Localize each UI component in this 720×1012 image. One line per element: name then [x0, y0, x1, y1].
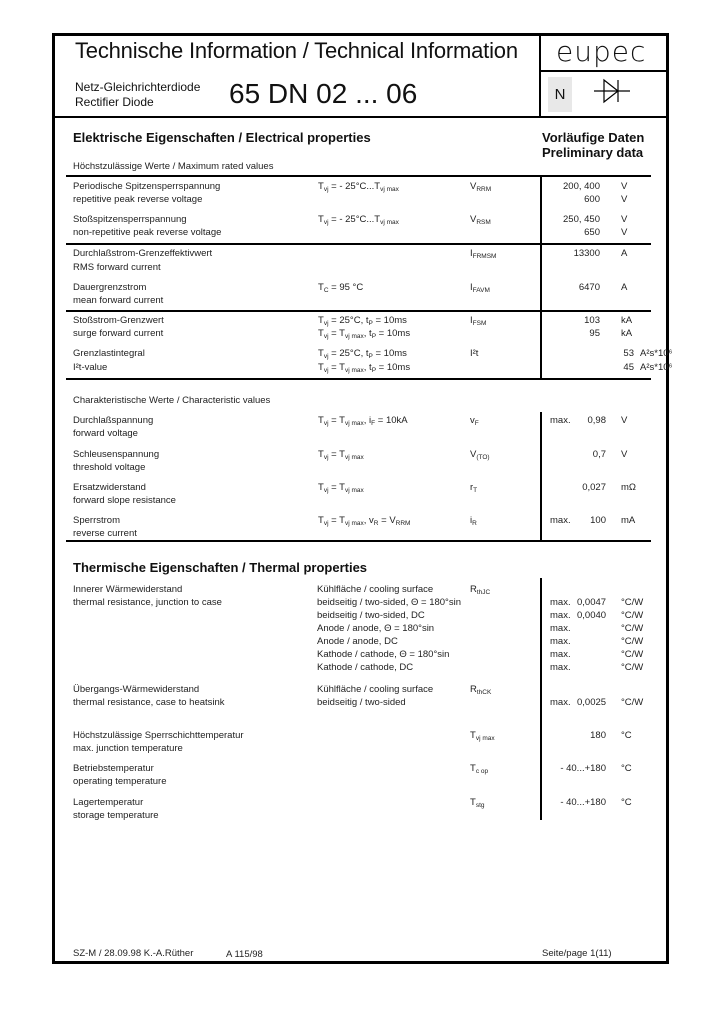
param-prefix: max. — [550, 636, 571, 647]
param-unit: V — [621, 181, 628, 192]
table-rule — [66, 243, 651, 245]
param-unit: °C/W — [621, 597, 644, 608]
param-condition: $T_{vj}$ = - $25^\circ C...T_{vj max}$ — [318, 214, 399, 226]
param-unit: °C/W — [621, 662, 644, 673]
param-prefix: max. — [550, 662, 571, 673]
param-unit: V — [621, 415, 628, 426]
param-symbol: I²t — [470, 348, 479, 359]
param-unit: kA — [621, 328, 633, 339]
param-value: - 40...+180 — [560, 763, 606, 774]
param-name-en: thermal resistance, case to heatsink — [73, 697, 225, 708]
param-name-en: threshold voltage — [73, 462, 146, 473]
param-symbol: $I_{FSM}$ — [470, 315, 487, 327]
param-symbol: $v_F$ — [470, 415, 479, 427]
param-value: 180 — [590, 730, 606, 741]
param-symbol: $i_R$ — [470, 515, 477, 527]
param-condition: beidseitig / two-sided — [317, 697, 406, 708]
param-unit: kA — [621, 315, 633, 326]
param-value: 103 — [584, 315, 600, 326]
param-value: 0,0047 — [577, 597, 607, 608]
param-symbol: $T_{stg}$ — [470, 797, 485, 809]
table-rule — [66, 310, 651, 312]
table-column-divider — [540, 175, 542, 380]
param-symbol: $I_{FAVM}$ — [470, 282, 490, 294]
param-name-en: thermal resistance, junction to case — [73, 597, 222, 608]
param-name-en: forward voltage — [73, 428, 138, 439]
param-value: 0,0025 — [577, 697, 607, 708]
param-unit: °C — [621, 730, 632, 741]
param-symbol: $T_{c op}$ — [470, 763, 489, 775]
header-divider — [539, 70, 666, 72]
param-value: 200, 400 — [563, 181, 600, 192]
param-symbol: $V_{RRM}$ — [470, 181, 492, 193]
param-condition: Anode / anode, Θ = 180°sin — [317, 623, 435, 634]
param-symbol: $r_T$ — [470, 482, 478, 494]
param-symbol: $I_{FRMSM}$ — [470, 248, 497, 260]
param-condition: $T_C = 95$ °C — [318, 282, 364, 294]
preliminary-en: Preliminary data — [542, 145, 644, 160]
param-name-de: Betriebstemperatur — [73, 763, 154, 774]
param-name-en: max. junction temperature — [73, 743, 183, 754]
param-unit: A — [621, 248, 628, 259]
param-prefix: max. — [550, 515, 571, 526]
param-prefix: max. — [550, 415, 571, 426]
param-unit: V — [621, 194, 628, 205]
param-prefix: max. — [550, 697, 571, 708]
table-rule — [66, 378, 651, 380]
param-value: - 40...+180 — [560, 797, 606, 808]
subheading-max-rated: Höchstzulässige Werte / Maximum rated values — [73, 161, 274, 172]
param-value: 250, 450 — [563, 214, 600, 225]
param-name-en: surge forward current — [73, 328, 164, 339]
param-value: 45 — [623, 362, 634, 373]
param-name-de: Stoßstrom-Grenzwert — [73, 315, 164, 326]
param-name-de: Dauergrenzstrom — [73, 282, 147, 293]
subheading-characteristic: Charakteristische Werte / Characteristic values — [73, 395, 271, 406]
param-name-de: Schleusenspannung — [73, 449, 160, 460]
param-prefix: max. — [550, 610, 571, 621]
param-name-de: Grenzlastintegral — [73, 348, 145, 359]
param-unit: °C — [621, 763, 632, 774]
param-unit: V — [621, 449, 628, 460]
param-symbol: $V_{RSM}$ — [470, 214, 491, 226]
param-unit: A²s*10⁶ — [640, 348, 673, 359]
param-name-en: storage temperature — [73, 810, 159, 821]
section-title-electrical: Elektrische Eigenschaften / Electrical properties — [73, 130, 371, 145]
param-name-en: RMS forward current — [73, 262, 161, 273]
device-type-en: Rectifier Diode — [75, 95, 154, 109]
param-prefix: max. — [550, 597, 571, 608]
param-value: 13300 — [573, 248, 600, 259]
param-value: 53 — [623, 348, 634, 359]
param-value: 650 — [584, 227, 600, 238]
param-value: 0,7 — [592, 449, 606, 460]
param-name-de: Stoßspitzensperrspannung — [73, 214, 187, 225]
page-title: Technische Information / Technical Information — [75, 38, 518, 63]
param-name-en: mean forward current — [73, 295, 164, 306]
param-unit: mΩ — [621, 482, 637, 493]
param-prefix: max. — [550, 623, 571, 634]
param-unit: °C/W — [621, 623, 644, 634]
param-name-de: Sperrstrom — [73, 515, 120, 526]
param-name-en: repetitive peak reverse voltage — [73, 194, 203, 205]
param-unit: A²s*10⁶ — [640, 362, 673, 373]
param-condition: $T_{vj} = T_{vj max}$, $t_P = 10ms$ — [318, 362, 411, 374]
variant-letter: N — [548, 77, 572, 112]
param-value: 100 — [590, 515, 606, 526]
param-condition: Kathode / cathode, Θ = 180°sin — [317, 649, 450, 660]
param-name-de: Durchlaßstrom-Grenzeffektivwert — [73, 248, 213, 259]
param-name-de: Höchstzulässige Sperrschichttemperatur — [73, 730, 244, 741]
table-column-divider — [540, 412, 542, 540]
param-name-de: Lagertemperatur — [73, 797, 144, 808]
param-name-en: reverse current — [73, 528, 137, 539]
diode-symbol-icon — [592, 77, 632, 105]
param-value: 0,98 — [587, 415, 606, 426]
param-unit: mA — [621, 515, 636, 526]
param-unit: V — [621, 227, 628, 238]
header-divider — [539, 33, 541, 118]
param-condition: $T_{vj} = T_{vj max}$ — [318, 482, 364, 494]
eupec-logo: eupec — [556, 35, 647, 68]
header-divider — [52, 116, 666, 118]
param-condition: $T_{vj} = 25^\circ C$, $t_P = 10ms$ — [318, 315, 407, 327]
param-symbol: $T_{vj max}$ — [470, 730, 495, 742]
device-type-de: Netz-Gleichrichterdiode — [75, 80, 201, 94]
param-symbol: $V_{(TO)}$ — [470, 449, 490, 461]
param-condition: $T_{vj} = T_{vj max}$ — [318, 449, 364, 461]
footer-page-number: Seite/page 1(11) — [542, 948, 612, 959]
table-rule — [66, 175, 651, 177]
param-condition: beidseitig / two-sided, DC — [317, 610, 425, 621]
param-value: 600 — [584, 194, 600, 205]
param-unit: °C/W — [621, 649, 644, 660]
preliminary-de: Vorläufige Daten — [542, 130, 645, 145]
param-condition: Kühlfläche / cooling surface — [317, 584, 434, 595]
param-symbol: $R_{thCK}$ — [470, 684, 492, 696]
param-unit: A — [621, 282, 628, 293]
param-name-de: Übergangs-Wärmewiderstand — [73, 684, 200, 695]
param-unit: °C/W — [621, 636, 644, 647]
param-name-en: non-repetitive peak reverse voltage — [73, 227, 222, 238]
param-unit: V — [621, 214, 628, 225]
part-number: 65 DN 02 ... 06 — [229, 78, 418, 109]
param-condition: $T_{vj} = T_{vj max}$, $t_P = 10ms$ — [318, 328, 411, 340]
param-unit: °C — [621, 797, 632, 808]
param-condition: Anode / anode, DC — [317, 636, 398, 647]
footer-doc-ref: A 115/98 — [226, 949, 263, 960]
param-unit: °C/W — [621, 610, 644, 621]
param-name-en: forward slope resistance — [73, 495, 176, 506]
footer-author: SZ-M / 28.09.98 K.-A.Rüther — [73, 948, 194, 959]
param-value: 0,0040 — [577, 610, 607, 621]
param-condition: $T_{vj} = T_{vj max}$, $i_F = 10kA$ — [318, 415, 408, 427]
param-name-en: operating temperature — [73, 776, 167, 787]
preliminary-badge — [542, 130, 644, 160]
param-value: 0,027 — [582, 482, 606, 493]
param-prefix: max. — [550, 649, 571, 660]
param-value: 6470 — [578, 282, 600, 293]
table-rule — [66, 540, 651, 542]
param-condition: beidseitig / two-sided, Θ = 180°sin — [317, 597, 462, 608]
param-condition: Kühlfläche / cooling surface — [317, 684, 434, 695]
param-condition: $T_{vj} = T_{vj max}$, $v_R = V_{RRM}$ — [318, 515, 411, 527]
param-value: 95 — [589, 328, 600, 339]
table-column-divider — [540, 578, 542, 820]
param-name-de: Periodische Spitzensperrspannung — [73, 181, 221, 192]
param-name-en: I²t-value — [73, 362, 108, 373]
param-condition: Kathode / cathode, DC — [317, 662, 414, 673]
param-condition: $T_{vj}$ = - $25^\circ C...T_{vj max}$ — [318, 181, 399, 193]
param-name-de: Durchlaßspannung — [73, 415, 154, 426]
param-unit: °C/W — [621, 697, 644, 708]
param-symbol: $R_{thJC}$ — [470, 584, 491, 596]
param-name-de: Ersatzwiderstand — [73, 482, 146, 493]
param-condition: $T_{vj} = 25^\circ C$, $t_P = 10ms$ — [318, 348, 407, 360]
param-name-de: Innerer Wärmewiderstand — [73, 584, 183, 595]
section-title-thermal: Thermische Eigenschaften / Thermal properties — [73, 560, 368, 575]
